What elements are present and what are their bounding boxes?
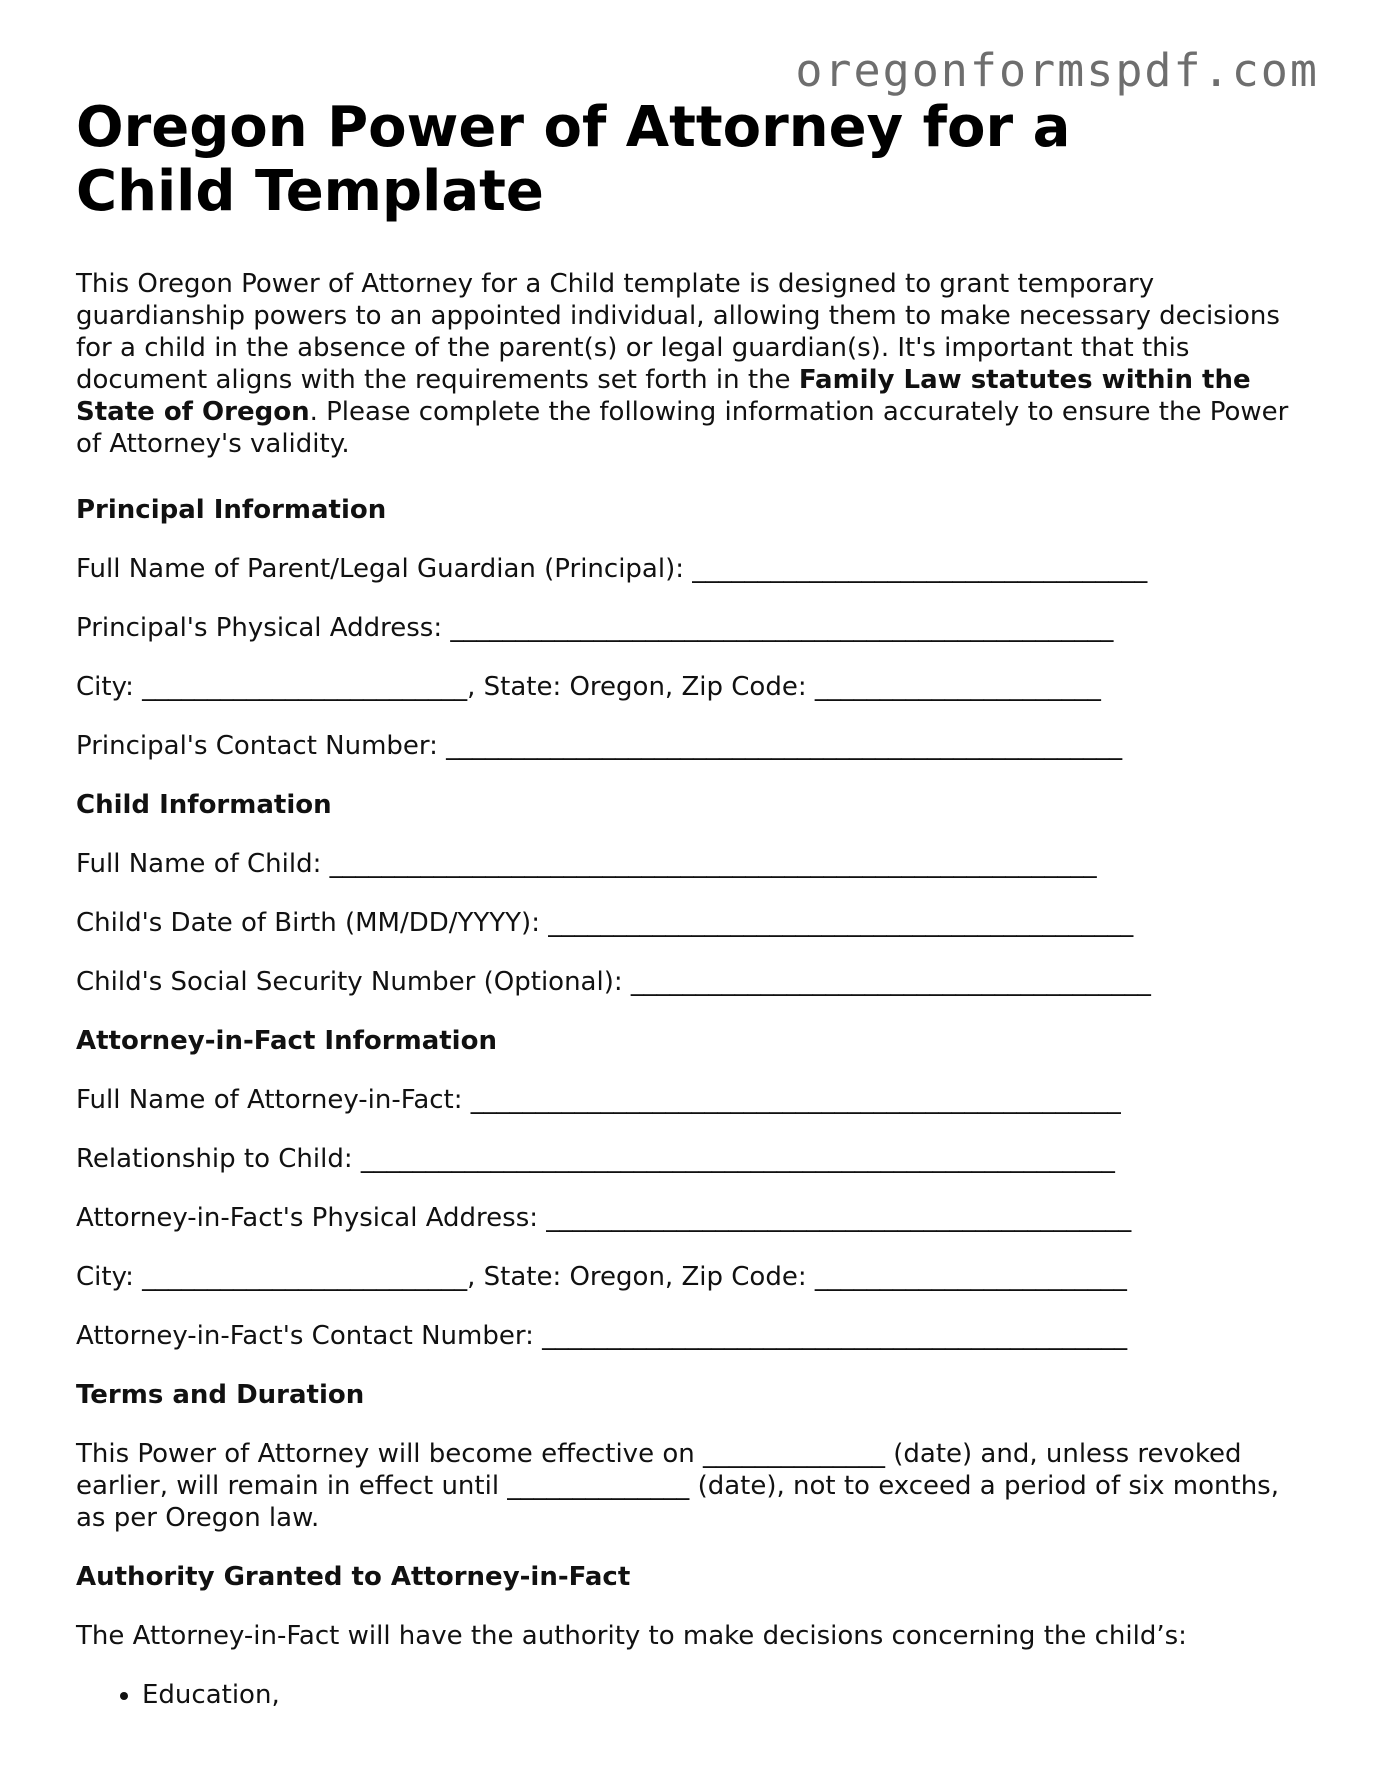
terms-heading: Terms and Duration xyxy=(76,1380,365,1410)
authority-heading: Authority Granted to Attorney-in-Fact xyxy=(76,1562,631,1592)
child-heading: Child Information xyxy=(76,790,332,820)
document-page xyxy=(76,96,1316,1711)
principal-contact-field[interactable]: Principal's Contact Number: ____________________________________________________ xyxy=(76,731,1123,761)
authority-paragraph: The Attorney-in-Fact will have the authority to make decisions concerning the child’s: xyxy=(76,1621,1187,1651)
principal-heading: Principal Information xyxy=(76,495,387,525)
intro-bold-text: Family Law statutes within the State of Oregon xyxy=(76,365,1251,427)
attorney-relationship-field[interactable]: Relationship to Child: __________________________________________________________ xyxy=(76,1144,1115,1174)
authority-list xyxy=(76,1679,1316,1711)
attorney-heading: Attorney-in-Fact Information xyxy=(76,1026,497,1056)
watermark: oregonformspdf.com xyxy=(795,44,1319,97)
intro-paragraph xyxy=(76,268,1316,460)
principal-address-field[interactable]: Principal's Physical Address: ___________________________________________________ xyxy=(76,613,1114,643)
attorney-name-field[interactable]: Full Name of Attorney-in-Fact: __________________________________________________ xyxy=(76,1085,1121,1115)
principal-city-field[interactable]: City: _________________________, State: Oregon, Zip Code: ______________________ xyxy=(76,672,1101,702)
child-ssn-field[interactable]: Child's Social Security Number (Optional): ________________________________________ xyxy=(76,967,1151,997)
intro-text-1: This Oregon Power of Attorney for a Child template is designed to grant temporary guardianship powers to an appointed individual, allowing them to make necessary decisions for a child in the absence of the parent(s) or legal guardian(s). It's important that this document aligns with the requirements set forth in the xyxy=(76,269,1280,395)
list-item: • Education, xyxy=(142,1679,1316,1711)
attorney-city-field[interactable]: City: _________________________, State: Oregon, Zip Code: ________________________ xyxy=(76,1262,1127,1292)
attorney-address-field[interactable]: Attorney-in-Fact's Physical Address: _____________________________________________ xyxy=(76,1203,1132,1233)
intro-text-2: . Please complete the following information accurately to ensure the Power of Attorney's validity. xyxy=(76,397,1289,459)
child-name-field[interactable]: Full Name of Child: ___________________________________________________________ xyxy=(76,849,1097,879)
terms-paragraph[interactable]: This Power of Attorney will become effective on ______________ (date) and, unless revoked earlier, will remain in effect until ______________ (date), not to exceed a period of six months, as per Oregon law. xyxy=(76,1439,1279,1533)
page-title: Oregon Power of Attorney for a Child Template xyxy=(76,95,1071,224)
child-dob-field[interactable]: Child's Date of Birth (MM/DD/YYYY): _____________________________________________ xyxy=(76,908,1134,938)
principal-name-field[interactable]: Full Name of Parent/Legal Guardian (Principal): ___________________________________ xyxy=(76,554,1148,584)
attorney-contact-field[interactable]: Attorney-in-Fact's Contact Number: _____________________________________________ xyxy=(76,1321,1128,1351)
